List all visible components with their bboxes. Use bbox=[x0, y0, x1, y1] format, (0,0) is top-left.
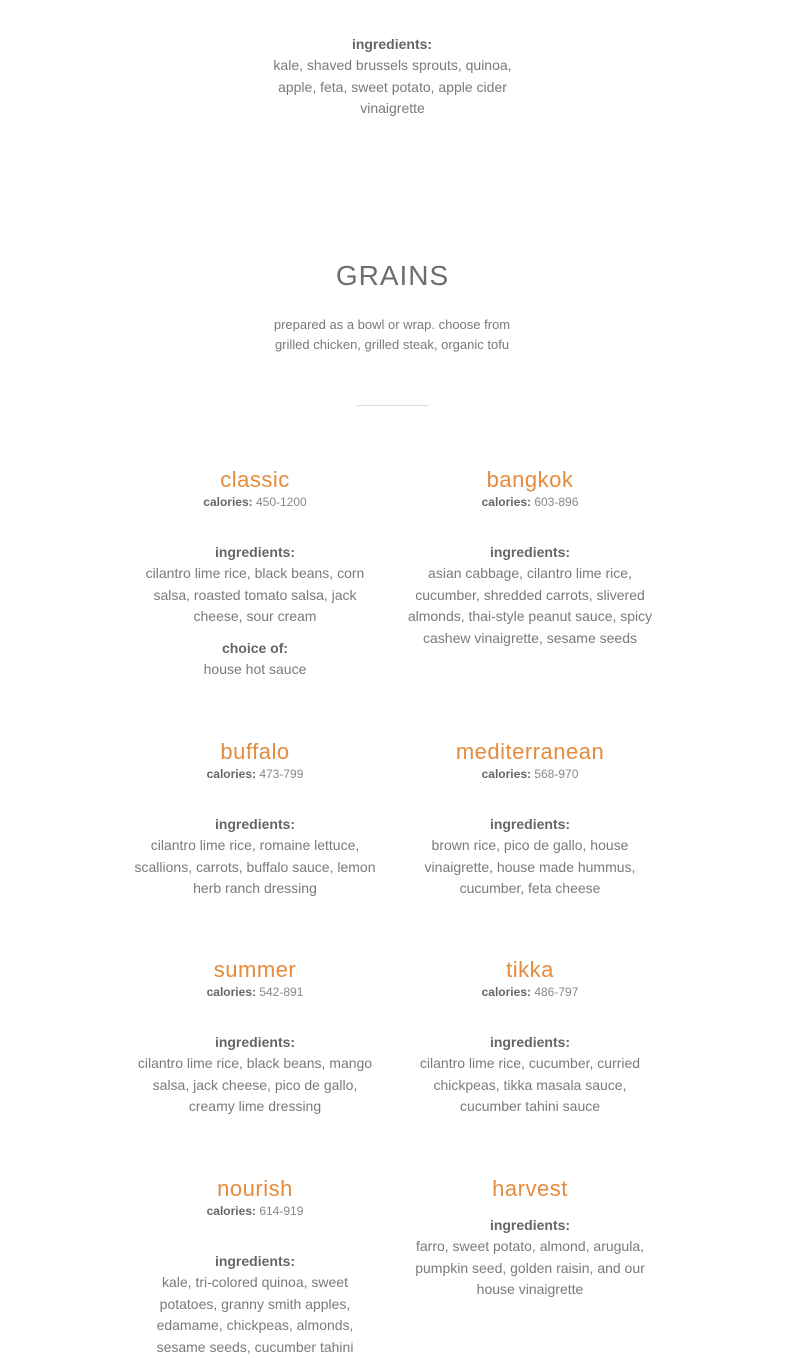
item-calories: calories: 568-970 bbox=[481, 767, 579, 781]
ingredients-text: cilantro lime rice, black beans, mango salsa, jack cheese, pico de gallo, creamy lime dressing bbox=[137, 1055, 373, 1114]
item-name: nourish bbox=[217, 1176, 293, 1201]
item-calories: calories: 542-891 bbox=[206, 985, 304, 999]
section-title: GRAINS bbox=[335, 260, 450, 291]
item-name: tikka bbox=[506, 957, 554, 982]
item-calories: calories: 473-799 bbox=[206, 767, 304, 781]
ingredients-label: ingredients: bbox=[214, 1034, 296, 1050]
ingredients-text: farro, sweet potato, almond, arugula, pumpkin seed, golden raisin, and our house vinaigrette bbox=[415, 1238, 645, 1297]
ingredients-text: cilantro lime rice, romaine lettuce, scallions, carrots, buffalo sauce, lemon herb ranch dressing bbox=[134, 837, 376, 896]
item-calories: calories: 486-797 bbox=[481, 985, 579, 999]
item-calories: calories: 614-919 bbox=[206, 1204, 304, 1218]
ingredients-label: ingredients: bbox=[489, 1034, 571, 1050]
ingredients-text: kale, tri-colored quinoa, sweet potatoes, granny smith apples, edamame, chickpeas, almonds, sesame seeds, cucumber tahini bbox=[156, 1274, 354, 1355]
item-name: harvest bbox=[492, 1176, 568, 1201]
section-divider bbox=[357, 405, 429, 406]
item-name: summer bbox=[213, 957, 297, 982]
ingredients-label: ingredients: bbox=[489, 816, 571, 832]
ingredients-text: cilantro lime rice, black beans, corn salsa, roasted tomato salsa, jack cheese, sour cream bbox=[145, 565, 365, 624]
choice-of-label: choice of: bbox=[221, 639, 289, 656]
menu-item-tikka bbox=[405, 956, 655, 1118]
ingredients-label: ingredients: bbox=[214, 544, 296, 560]
ingredients-text: brown rice, pico de gallo, house vinaigrette, house made hummus, cucumber, feta cheese bbox=[424, 837, 636, 896]
menu-item-classic bbox=[130, 466, 380, 680]
ingredients-label: ingredients: bbox=[489, 1217, 571, 1233]
menu-item-bangkok bbox=[405, 466, 655, 649]
item-calories: calories: 603-896 bbox=[481, 495, 579, 509]
menu-item-harvest bbox=[405, 1175, 655, 1301]
item-name: mediterranean bbox=[455, 739, 605, 764]
ingredients-label: ingredients: bbox=[214, 1253, 296, 1269]
ingredients-text: cilantro lime rice, cucumber, curried chickpeas, tikka masala sauce, cucumber tahini sauce bbox=[419, 1055, 641, 1114]
ingredients-text: kale, shaved brussels sprouts, quinoa, apple, feta, sweet potato, apple cider vinaigrette bbox=[273, 57, 512, 116]
ingredients-label: ingredients: bbox=[489, 544, 571, 560]
ingredients-text: asian cabbage, cilantro lime rice, cucumber, shredded carrots, slivered almonds, thai-style peanut sauce, spicy cashew vinaigrette, sesame seeds bbox=[407, 565, 653, 646]
item-name: bangkok bbox=[486, 467, 574, 492]
menu-item-summer bbox=[130, 956, 380, 1118]
menu-item-mediterranean bbox=[405, 738, 655, 900]
choice-of-text: house hot sauce bbox=[203, 660, 307, 677]
item-calories: calories: 450-1200 bbox=[203, 495, 307, 509]
ingredients-label: ingredients: bbox=[214, 816, 296, 832]
ingredients-label: ingredients: bbox=[351, 36, 433, 52]
menu-item-buffalo bbox=[130, 738, 380, 900]
item-name: buffalo bbox=[220, 739, 290, 764]
menu-item-nourish bbox=[130, 1175, 380, 1358]
section-description: prepared as a bowl or wrap. choose from grilled chicken, grilled steak, organic tofu bbox=[273, 317, 511, 352]
item-name: classic bbox=[220, 467, 290, 492]
